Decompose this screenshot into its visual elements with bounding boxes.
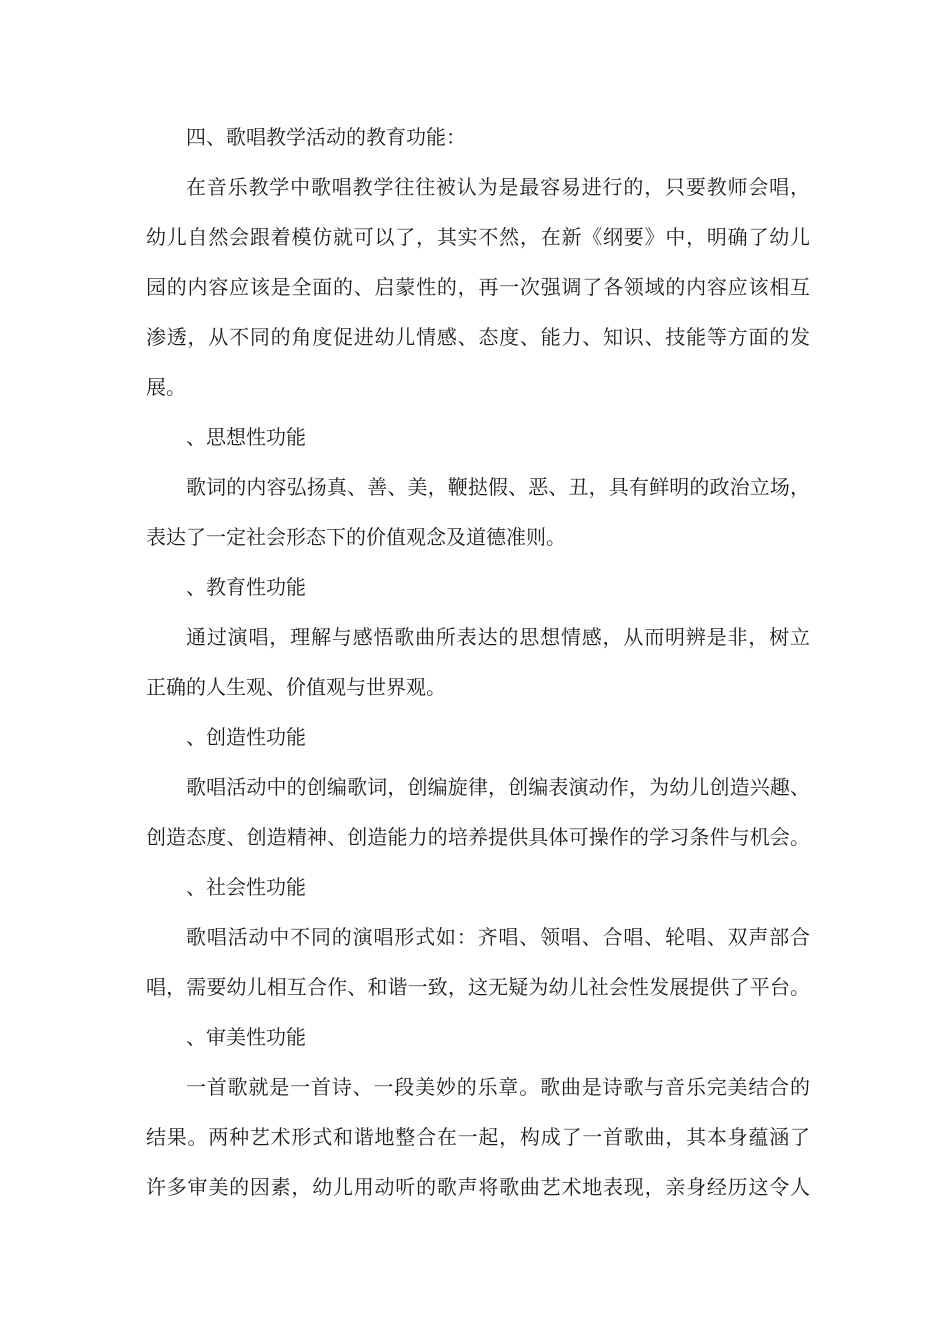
paragraph-line: 歌唱活动中的创编歌词，创编旋律，创编表演动作，为幼儿创造兴趣、 xyxy=(186,775,810,799)
function-heading-text: 、审美性功能 xyxy=(186,1025,306,1049)
paragraph-line: 展。 xyxy=(146,375,186,399)
paragraph-line: 歌词的内容弘扬真、善、美，鞭挞假、恶、丑，具有鲜明的政治立场， xyxy=(186,475,810,499)
document-body xyxy=(146,119,810,1219)
paragraph-line: 幼儿自然会跟着模仿就可以了，其实不然，在新《纲要》中，明确了幼儿 xyxy=(146,225,810,249)
paragraph-line: 正确的人生观、价值观与世界观。 xyxy=(146,675,446,699)
paragraph-line: 许多审美的因素，幼儿用动听的歌声将歌曲艺术地表现，亲身经历这令人 xyxy=(146,1175,810,1199)
function-paragraph-creative xyxy=(146,769,810,869)
function-paragraph-social xyxy=(146,919,810,1019)
paragraph-line: 歌唱活动中不同的演唱形式如：齐唱、领唱、合唱、轮唱、双声部合 xyxy=(186,925,810,949)
section-title xyxy=(146,119,810,169)
paragraph-line: 结果。两种艺术形式和谐地整合在一起，构成了一首歌曲，其本身蕴涵了 xyxy=(146,1125,810,1149)
paragraph-line: 渗透，从不同的角度促进幼儿情感、态度、能力、知识、技能等方面的发 xyxy=(146,325,810,349)
function-heading-aesthetic xyxy=(146,1019,810,1069)
function-heading-text: 、思想性功能 xyxy=(186,425,306,449)
function-heading-text: 、社会性功能 xyxy=(186,875,306,899)
paragraph-line: 创造态度、创造精神、创造能力的培养提供具体可操作的学习条件与机会。 xyxy=(146,825,810,849)
paragraph-line: 通过演唱，理解与感悟歌曲所表达的思想情感，从而明辨是非，树立 xyxy=(186,625,810,649)
paragraph-line: 唱，需要幼儿相互合作、和谐一致，这无疑为幼儿社会性发展提供了平台。 xyxy=(146,975,810,999)
function-paragraph-educational xyxy=(146,619,810,719)
paragraph-line: 表达了一定社会形态下的价值观念及道德准则。 xyxy=(146,525,566,549)
paragraph-line: 在音乐教学中歌唱教学往往被认为是最容易进行的，只要教师会唱， xyxy=(186,175,810,199)
function-heading-creative xyxy=(146,719,810,769)
intro-paragraph xyxy=(146,169,810,419)
function-heading-ideological xyxy=(146,419,810,469)
paragraph-line: 园的内容应该是全面的、启蒙性的，再一次强调了各领域的内容应该相互 xyxy=(146,275,810,299)
function-heading-social xyxy=(146,869,810,919)
section-title-text: 四、歌唱教学活动的教育功能： xyxy=(186,125,466,149)
function-heading-educational xyxy=(146,569,810,619)
function-paragraph-ideological xyxy=(146,469,810,569)
function-heading-text: 、教育性功能 xyxy=(186,575,306,599)
paragraph-line: 一首歌就是一首诗、一段美妙的乐章。歌曲是诗歌与音乐完美结合的 xyxy=(186,1075,810,1099)
function-paragraph-aesthetic xyxy=(146,1069,810,1219)
function-heading-text: 、创造性功能 xyxy=(186,725,306,749)
